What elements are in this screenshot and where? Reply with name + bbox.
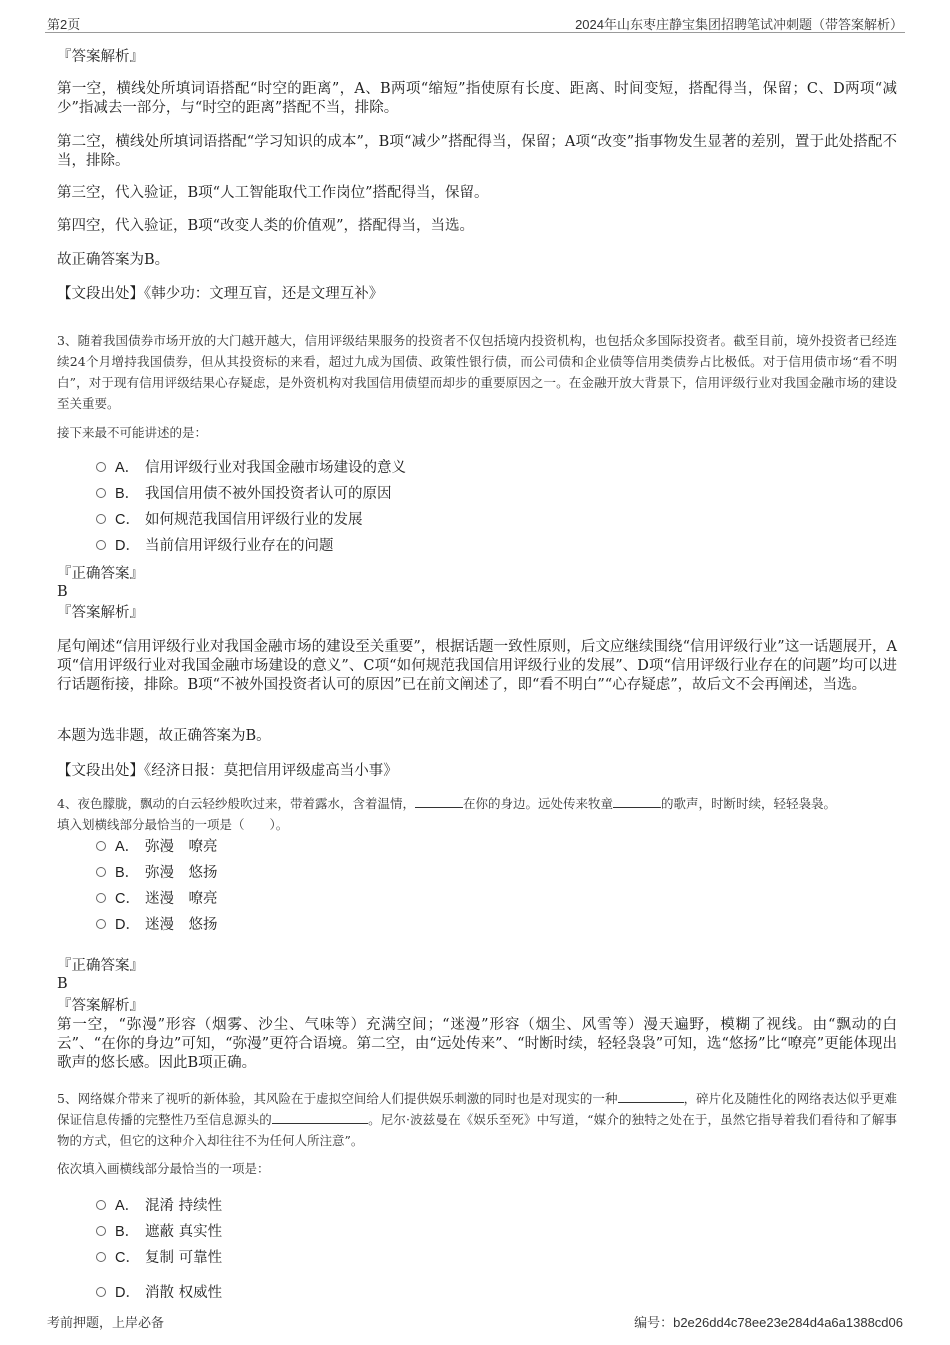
analysis-paragraph: 第一空，横线处所填词语搭配“时空的距离”，A、B两项“缩短”指使原有长度、距离、时间变短，搭配得当，保留；C、D两项“减少”指减去一部分，与“时空的距离”搭配不当，排除。 — [57, 81, 897, 116]
analysis-paragraph: 尾句阐述“信用评级行业对我国金融市场的建设至关重要”，根据话题一致性原则，后文应继续围绕“信用评级行业”这一话题展开，A项“信用评级行业对我国金融市场建设的意义”、C项“如何规范我国信用评级行业的发展”、D项“信用评级行业存在的问题”均可以进行话题衔接，排除。B项“不被外国投资者认可的原因”已在前文阐述了，即“看不明白”“心存疑虑”，故后文不会再阐述，当选。 — [57, 639, 897, 693]
analysis-paragraph: 第二空，横线处所填词语搭配“学习知识的成本”，B项“减少”搭配得当，保留；A项“改变”指事物发生显著的差别，置于此处搭配不当，排除。 — [57, 134, 897, 169]
option-b[interactable]: B． 弥漫 悠扬 — [96, 863, 218, 883]
answer-conclusion: 故正确答案为B。 — [57, 252, 170, 268]
fill-blank — [618, 1090, 684, 1103]
question-stem: 5、网络媒介带来了视听的新体验，其风险在于虚拟空间给人们提供娱乐刺激的同时也是对现实的一种 ，碎片化及随性化的网络表达似乎更难保证信息传播的完整性乃至信息源头的 。尼尔·波兹曼在《娱乐至死》中写道，“媒介的独特之处在于，虽然它指导着我们看待和了解事物的方式，但它的这种介入却往往不为任何人所注意”。 — [57, 1091, 897, 1148]
source-citation: 【文段出处】《经济日报：莫把信用评级虚高当小事》 — [57, 763, 398, 779]
option-a[interactable]: A． 混淆 持续性 — [96, 1196, 222, 1216]
option-b[interactable]: B． 我国信用债不被外国投资者认可的原因 — [96, 484, 392, 504]
radio-circle-icon[interactable] — [96, 1200, 106, 1210]
document-title: 2024年山东枣庄静宝集团招聘笔试冲刺题（带答案解析） — [575, 17, 903, 32]
question-prompt: 接下来最不可能讲述的是： — [57, 425, 208, 440]
radio-circle-icon[interactable] — [96, 841, 106, 851]
analysis-label: 『答案解析』 — [57, 605, 144, 621]
radio-circle-icon[interactable] — [96, 919, 106, 929]
document-serial: 编号：b2e26dd4c78ee23e284d4a6a1388cd06 — [634, 1315, 903, 1330]
analysis-paragraph: 第四空，代入验证，B项“改变人类的价值观”，搭配得当，当选。 — [57, 218, 474, 234]
radio-circle-icon[interactable] — [96, 1252, 106, 1262]
page-header — [45, 12, 905, 33]
option-c[interactable]: C． 迷漫 嘹亮 — [96, 889, 218, 909]
question-stem: 4、夜色朦胧，飘动的白云轻纱般吹过来，带着露水，含着温情， 在你的身边。远处传来牧童 的歌声，时断时续，轻轻袅袅。 — [57, 796, 836, 811]
option-d[interactable]: D． 当前信用评级行业存在的问题 — [96, 536, 334, 556]
answer-conclusion: 本题为选非题，故正确答案为B。 — [57, 728, 271, 744]
footer-slogan: 考前押题，上岸必备 — [47, 1315, 165, 1330]
option-a[interactable]: A． 信用评级行业对我国金融市场建设的意义 — [96, 458, 406, 478]
radio-circle-icon[interactable] — [96, 867, 106, 877]
correct-answer: B — [57, 976, 68, 992]
answer-label: 『正确答案』 — [57, 566, 144, 582]
radio-circle-icon[interactable] — [96, 462, 106, 472]
radio-circle-icon[interactable] — [96, 540, 106, 550]
answer-label: 『正确答案』 — [57, 958, 144, 974]
radio-circle-icon[interactable] — [96, 1287, 106, 1297]
question-stem: 3、随着我国债券市场开放的大门越开越大，信用评级结果服务的投资者不仅包括境内投资机构，也包括众多国际投资者。截至目前，境外投资者已经连续24个月增持我国债券，但从其投资标的来看，超过九成为国债、政策性银行债，而公司债和企业债等信用类债券占比极低。对于信用债市场“看不明白”，对于现有信用评级结果心存疑虑，是外资机构对我国信用债望而却步的重要原因之一。在金融开放大背景下，信用评级行业对我国金融市场的建设至关重要。 — [57, 333, 897, 411]
question-prompt: 依次填入画横线部分最恰当的一项是： — [57, 1161, 270, 1176]
correct-answer: B — [57, 584, 68, 600]
fill-blank — [613, 795, 661, 808]
fill-blank — [415, 795, 463, 808]
question-prompt: 填入划横线部分最恰当的一项是（ ）。 — [57, 817, 289, 832]
source-citation: 【文段出处】《韩少功：文理互盲，还是文理互补》 — [57, 286, 384, 302]
radio-circle-icon[interactable] — [96, 514, 106, 524]
fill-blank — [272, 1111, 368, 1124]
option-d[interactable]: D． 消散 权威性 — [96, 1283, 222, 1303]
page-number: 第2页 — [47, 17, 81, 32]
option-a[interactable]: A． 弥漫 嘹亮 — [96, 837, 218, 857]
radio-circle-icon[interactable] — [96, 488, 106, 498]
analysis-paragraph: 第三空，代入验证，B项“人工智能取代工作岗位”搭配得当，保留。 — [57, 185, 489, 201]
analysis-label: 『答案解析』 — [57, 49, 144, 65]
analysis-label: 『答案解析』 — [57, 998, 144, 1014]
page-footer — [45, 1312, 905, 1332]
option-b[interactable]: B． 遮蔽 真实性 — [96, 1222, 222, 1242]
radio-circle-icon[interactable] — [96, 893, 106, 903]
option-d[interactable]: D． 迷漫 悠扬 — [96, 915, 218, 935]
option-c[interactable]: C． 如何规范我国信用评级行业的发展 — [96, 510, 363, 530]
analysis-paragraph: 第一空，“弥漫”形容（烟雾、沙尘、气味等）充满空间；“迷漫”形容（烟尘、风雪等）漫天遍野，模糊了视线。由“飘动的白云”、“在你的身边”可知，“弥漫”更符合语境。第二空，由“远处传来”、“时断时续，轻轻袅袅”可知，选“悠扬”比“嘹亮”更能体现出歌声的悠长感。因此B项正确。 — [57, 1017, 897, 1071]
radio-circle-icon[interactable] — [96, 1226, 106, 1236]
option-c[interactable]: C． 复制 可靠性 — [96, 1248, 222, 1268]
